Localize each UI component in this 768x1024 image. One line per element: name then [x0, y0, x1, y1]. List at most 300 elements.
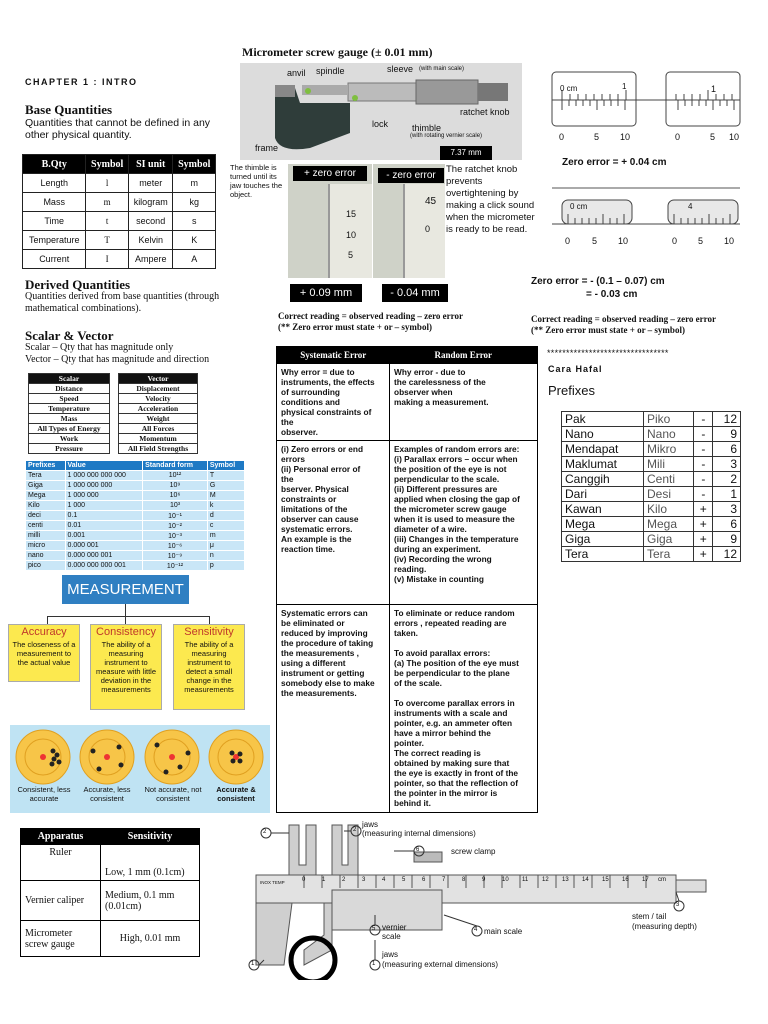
- table-header: Standard form: [143, 461, 208, 471]
- vector-def: Vector – Qty that has magnitude and direction: [25, 354, 210, 365]
- callout-number: 2: [353, 827, 357, 833]
- cell: 1: [713, 487, 741, 502]
- consistency-box: [90, 624, 162, 710]
- table-header: SI unit: [128, 155, 173, 174]
- table-row: [23, 250, 216, 269]
- scale-tick-label: 10: [620, 132, 631, 142]
- table-row: [23, 212, 216, 231]
- cell: -: [694, 427, 713, 442]
- table-row: [562, 427, 741, 442]
- table-row: [562, 457, 741, 472]
- derived-quantities-desc: Quantities derived from base quantities (through mathematical combinations).: [25, 291, 220, 314]
- vernier-note: (** Zero error must state + or – symbol): [531, 325, 685, 335]
- cara-hafal-table: [561, 411, 741, 562]
- cell: 10⁻¹²: [143, 561, 208, 571]
- cara-hafal-title: Cara Hafal: [548, 364, 603, 374]
- cell: Temperature: [23, 231, 86, 250]
- cell: pico: [26, 561, 66, 571]
- table-row: [26, 511, 245, 521]
- table-row: [26, 491, 245, 501]
- measurement-title: MEASUREMENT: [62, 575, 189, 604]
- micrometer-note: (** Zero error must state + or – symbol): [278, 322, 432, 332]
- cell: Kawan: [562, 502, 644, 517]
- cell: Mega: [644, 517, 694, 532]
- cell: Giga: [26, 481, 66, 491]
- cell: -: [694, 412, 713, 427]
- thimble-drum: [403, 184, 445, 278]
- cell: n: [207, 551, 244, 561]
- vector-item: Momentum: [119, 434, 198, 444]
- cell: Mega: [562, 517, 644, 532]
- label-vernier-scale: vernier scale: [382, 923, 407, 941]
- table-row: [562, 517, 741, 532]
- scale-number: 45: [425, 196, 437, 207]
- table-header: Prefixes: [26, 461, 66, 471]
- scale-label-1-right: 1: [711, 84, 717, 94]
- table-row: [21, 921, 200, 957]
- cell: 0.1: [65, 511, 143, 521]
- scale-digit: 14: [582, 877, 589, 883]
- cell: Tera: [644, 547, 694, 562]
- table-row: [562, 532, 741, 547]
- cell: nano: [26, 551, 66, 561]
- sensitivity-desc: The ability of a measuring instrument to detect a small change in the measurements: [184, 640, 234, 694]
- scale-number: 15: [346, 209, 357, 219]
- cell: meter: [128, 174, 173, 193]
- consistency-title: Consistency: [96, 626, 156, 638]
- scale-digit: 7: [442, 877, 446, 883]
- caliper-scale-unit: cm: [658, 877, 666, 883]
- scale-digit: 1: [322, 877, 326, 883]
- cell: High, 0.01 mm: [101, 921, 200, 957]
- label-jaws-external: jaws (measuring external dimensions): [382, 950, 499, 969]
- cell: Giga: [644, 532, 694, 547]
- cell: T: [86, 231, 129, 250]
- table-row: [277, 605, 538, 813]
- scale-digit: 11: [522, 877, 529, 883]
- cell: s: [173, 212, 216, 231]
- label-thimble: thimble: [412, 123, 442, 133]
- cell: Medium, 0.1 mm (0.01cm): [101, 881, 200, 921]
- table-header: Random Error: [390, 347, 538, 364]
- sensitivity-title: Sensitivity: [184, 626, 234, 638]
- error-table: [276, 346, 538, 813]
- cell: Time: [23, 212, 86, 231]
- cell: +: [694, 517, 713, 532]
- plus-zero-label: + zero error: [293, 166, 367, 181]
- base-quantities-desc: Quantities that cannot be defined in any other physical quantity.: [25, 117, 211, 141]
- callout-number: 6: [416, 847, 420, 853]
- scale-label-cm: 0 cm: [560, 84, 578, 93]
- cell: 0.000 000 001: [65, 551, 143, 561]
- cell: 12: [713, 412, 741, 427]
- scale-digit: 8: [462, 877, 466, 883]
- cell: 10⁶: [143, 491, 208, 501]
- connector-line: [47, 616, 48, 624]
- table-row: [26, 521, 245, 531]
- cell: kg: [173, 193, 216, 212]
- cell: Nano: [562, 427, 644, 442]
- zero-error-negative: Zero error = - (0.1 – 0.07) cm: [531, 276, 665, 287]
- cell: kilogram: [128, 193, 173, 212]
- cell: 9: [713, 427, 741, 442]
- cell: Mega: [26, 491, 66, 501]
- table-row: [26, 551, 245, 561]
- vector-table: [118, 373, 198, 454]
- scale-number: 5: [348, 250, 354, 260]
- table-row: [26, 531, 245, 541]
- scale-number: 10: [346, 230, 357, 240]
- cell: 1 000 000 000 000: [65, 471, 143, 481]
- cell: 0.000 001: [65, 541, 143, 551]
- target-label-3: Not accurate, not consistent: [144, 785, 202, 803]
- scale-tick-label: 0: [672, 236, 678, 246]
- cell: m: [173, 174, 216, 193]
- cell: 6: [713, 517, 741, 532]
- scale-tick-label: 5: [592, 236, 598, 246]
- label-main-scale: main scale: [484, 927, 523, 936]
- label-sleeve: sleeve: [387, 64, 414, 74]
- cell: Low, 1 mm (0.1cm): [101, 845, 200, 881]
- scale-tick-label: 0: [565, 236, 571, 246]
- base-quantities-table: [22, 154, 216, 269]
- cell: centi: [26, 521, 66, 531]
- target-3: [145, 730, 199, 784]
- scalar-vector-heading: Scalar & Vector: [25, 328, 114, 343]
- label-spindle: spindle: [316, 66, 345, 76]
- table-row: [562, 442, 741, 457]
- table-row: [26, 471, 245, 481]
- scalar-item: Temperature: [29, 404, 110, 414]
- label-anvil: anvil: [287, 68, 306, 78]
- table-row: [562, 502, 741, 517]
- table-row: [26, 561, 245, 571]
- cell: Kilo: [26, 501, 66, 511]
- accuracy-box: [8, 624, 80, 682]
- table-header: Sensitivity: [101, 829, 200, 845]
- table-row: [562, 487, 741, 502]
- callout-number: 4: [474, 927, 478, 933]
- vernier-caliper-diagram: [244, 820, 714, 980]
- scale-number: 0: [425, 224, 431, 234]
- target-label-1: Consistent, less accurate: [17, 785, 71, 803]
- targets-panel: [10, 725, 270, 813]
- table-header: Apparatus: [21, 829, 101, 845]
- label-jaws-internal: jaws (measuring internal dimensions): [362, 820, 476, 838]
- vector-item: Displacement: [119, 384, 198, 394]
- table-header: Symbol: [86, 155, 129, 174]
- thimble-turn-note: The thimble is turned until its jaw touches the object.: [230, 163, 283, 199]
- cell: -: [694, 457, 713, 472]
- table-row: [26, 481, 245, 491]
- cell: Why error - due to the carelessness of the observer when making a measurement.: [390, 364, 538, 441]
- cell: 10⁻²: [143, 521, 208, 531]
- cell: T: [207, 471, 244, 481]
- scale-digit: 9: [482, 877, 486, 883]
- cell: p: [207, 561, 244, 571]
- cell: 3: [713, 502, 741, 517]
- table-header: Symbol: [173, 155, 216, 174]
- minus-zero-label: - zero error: [378, 168, 444, 183]
- plus-zero-photo: [288, 164, 372, 278]
- scalar-item: Work: [29, 434, 110, 444]
- cell: Mikro: [644, 442, 694, 457]
- cell: K: [173, 231, 216, 250]
- cell: Mendapat: [562, 442, 644, 457]
- cell: milli: [26, 531, 66, 541]
- table-row: [562, 472, 741, 487]
- cell: c: [207, 521, 244, 531]
- cell: 10⁻¹: [143, 511, 208, 521]
- target-1: [16, 730, 70, 784]
- scale-tick-label: 5: [710, 132, 716, 142]
- cara-hafal-subtitle: Prefixes: [548, 383, 595, 398]
- table-header: Systematic Error: [277, 347, 390, 364]
- zero-error-positive: Zero error = + 0.04 cm: [562, 157, 667, 168]
- cell: Canggih: [562, 472, 644, 487]
- callout-number: 3: [676, 902, 680, 908]
- cell: Tera: [26, 471, 66, 481]
- cell: t: [86, 212, 129, 231]
- table-row: [277, 364, 538, 441]
- cell: 1 000 000: [65, 491, 143, 501]
- scale-tick-label: 5: [594, 132, 600, 142]
- table-header: B.Qty: [23, 155, 86, 174]
- cell: +: [694, 502, 713, 517]
- cell: Mili: [644, 457, 694, 472]
- cell: +: [694, 547, 713, 562]
- target-4: [209, 730, 263, 784]
- cell: k: [207, 501, 244, 511]
- scale-digit: 0: [302, 877, 306, 883]
- table-row: [21, 845, 200, 881]
- cell: To eliminate or reduce random errors , repeated reading are taken. To avoid parallax errors: (a) The position of the eye must be perpendicular to the plane of the scale. To overcome parallax errors in instruments with a scale and pointer, e.g. an ammeter often have a mirror behind the pointer. The correct reading is obtained by making sure that the eye is exactly in front of the pointer, so that the reflection of the pointer in the mirror is behind it.: [390, 605, 538, 813]
- cell: Desi: [644, 487, 694, 502]
- cell: 0.000 000 000 001: [65, 561, 143, 571]
- prefix-table: [25, 460, 245, 571]
- label-stem: stem / tail (measuring depth): [632, 912, 697, 931]
- cell: 0.001: [65, 531, 143, 541]
- scale-tick-label: 5: [698, 236, 704, 246]
- table-row: [23, 193, 216, 212]
- scale-digit: 3: [362, 877, 366, 883]
- scale-label-4: 4: [688, 202, 693, 211]
- scale-label-cm: 0 cm: [570, 202, 588, 211]
- scalar-item: Pressure: [29, 444, 110, 454]
- callout-number: 2: [263, 829, 267, 835]
- label-sleeve-note: (with main scale): [419, 66, 465, 72]
- cell: l: [86, 174, 129, 193]
- accuracy-title: Accuracy: [21, 626, 67, 638]
- reading-badge: 7.37 mm: [440, 146, 492, 160]
- cell: Micrometer screw gauge: [21, 921, 101, 957]
- cell: 3: [713, 457, 741, 472]
- table-row: [277, 441, 538, 605]
- cell: 0.01: [65, 521, 143, 531]
- cell: Ruler: [21, 845, 101, 881]
- label-ratchet: ratchet knob: [460, 107, 510, 117]
- zero-error-negative-result: = - 0.03 cm: [586, 289, 638, 300]
- vernier-correct-reading: Correct reading = observed reading – zero error: [531, 314, 717, 324]
- scale-tick-label: 10: [724, 236, 735, 246]
- table-row: [26, 501, 245, 511]
- scale-tick-label: 0: [559, 132, 565, 142]
- vector-header: Vector: [119, 374, 198, 384]
- cell: Kelvin: [128, 231, 173, 250]
- divider-stars: ********************************: [547, 348, 669, 358]
- target-2: [80, 730, 134, 784]
- cell: 10¹²: [143, 471, 208, 481]
- table-row: [562, 412, 741, 427]
- cell: 1 000: [65, 501, 143, 511]
- cell: -: [694, 487, 713, 502]
- cell: μ: [207, 541, 244, 551]
- cell: Piko: [644, 412, 694, 427]
- connector-line: [209, 616, 210, 624]
- ratchet-note: The ratchet knob prevents overtightening by making a click sound when the micrometer is ready to be read.: [446, 164, 535, 235]
- scale-digit: 17: [642, 877, 649, 883]
- connector-line: [47, 616, 209, 617]
- scale-digit: 10: [502, 877, 509, 883]
- cell: Ampere: [128, 250, 173, 269]
- cell: Examples of random errors are: (i) Parallax errors – occur when the position of the eye is not perpendicular to the scale. (ii) Different pressures are applied when closing the gap of the micrometer screw gauge when it is used to measure the diameter of a wire. (iii) Changes in the temperature during an experiment. (iv) Recording the wrong reading. (v) Mistake in counting: [390, 441, 538, 605]
- cell: 9: [713, 532, 741, 547]
- scalar-item: Distance: [29, 384, 110, 394]
- cell: Giga: [562, 532, 644, 547]
- cell: Tera: [562, 547, 644, 562]
- cell: Mass: [23, 193, 86, 212]
- connector-line: [125, 604, 126, 616]
- cell: Length: [23, 174, 86, 193]
- cell: 10⁻⁶: [143, 541, 208, 551]
- cell: 1 000 000 000: [65, 481, 143, 491]
- callout-number: 1: [251, 961, 255, 967]
- scale-digit: 6: [422, 877, 426, 883]
- scale-digit: 13: [562, 877, 569, 883]
- minus-zero-value: - 0.04 mm: [382, 284, 448, 302]
- scalar-table: [28, 373, 110, 454]
- cell: Current: [23, 250, 86, 269]
- vernier-scale-graphic-2: [548, 182, 743, 252]
- table-row: [562, 547, 741, 562]
- chapter-title: CHAPTER 1 : INTRO: [25, 77, 138, 87]
- cell: 6: [713, 442, 741, 457]
- consistency-desc: The ability of a measuring instrument to measure with little deviation in the measurements: [95, 640, 157, 694]
- cell: 2: [713, 472, 741, 487]
- cell: Maklumat: [562, 457, 644, 472]
- cell: second: [128, 212, 173, 231]
- scale-digit: 5: [402, 877, 406, 883]
- cell: micro: [26, 541, 66, 551]
- scale-label-1: 1: [622, 82, 627, 91]
- minus-zero-photo: [373, 164, 445, 278]
- scale-tick-label: 0: [675, 132, 681, 142]
- cell: -: [694, 442, 713, 457]
- table-row: [23, 231, 216, 250]
- scale-digit: 15: [602, 877, 609, 883]
- apparatus-table: [20, 828, 200, 957]
- cell: A: [173, 250, 216, 269]
- cell: 10⁻⁹: [143, 551, 208, 561]
- vernier-zero-diagram-2: [548, 182, 743, 252]
- cell: 10³: [143, 501, 208, 511]
- cell: Pak: [562, 412, 644, 427]
- sensitivity-box: [173, 624, 245, 710]
- table-row: [26, 541, 245, 551]
- cell: G: [207, 481, 244, 491]
- scalar-item: All Types of Energy: [29, 424, 110, 434]
- cell: Kilo: [644, 502, 694, 517]
- label-thimble-note: (with rotating vernier scale): [410, 133, 483, 139]
- cell: m: [86, 193, 129, 212]
- table-header: Value: [65, 461, 143, 471]
- label-screw-clamp: screw clamp: [451, 847, 496, 856]
- cell: Centi: [644, 472, 694, 487]
- table-row: [23, 174, 216, 193]
- target-label-4: Accurate & consistent: [216, 785, 256, 803]
- cell: 10⁻³: [143, 531, 208, 541]
- plus-zero-value: + 0.09 mm: [290, 284, 362, 302]
- scale-tick-label: 10: [729, 132, 740, 142]
- cell: Nano: [644, 427, 694, 442]
- accuracy-desc: The closeness of a measurement to the actual value: [12, 640, 76, 667]
- cell: Systematic errors can be eliminated or reduced by improving the procedure of taking the measurements , using a different instrument or getting somebody else to make the measurements.: [277, 605, 390, 813]
- vector-item: Velocity: [119, 394, 198, 404]
- base-quantities-heading: Base Quantities: [25, 102, 113, 117]
- scalar-item: Mass: [29, 414, 110, 424]
- cell: M: [207, 491, 244, 501]
- vernier-zero-diagram-1: [548, 70, 743, 146]
- cell: deci: [26, 511, 66, 521]
- cell: +: [694, 532, 713, 547]
- cell: -: [694, 472, 713, 487]
- callout-number: 1: [372, 961, 376, 967]
- vector-item: Acceleration: [119, 404, 198, 414]
- callout-number: 5: [372, 926, 376, 932]
- scale-digit: 16: [622, 877, 629, 883]
- scalar-item: Speed: [29, 394, 110, 404]
- derived-quantities-heading: Derived Quantities: [25, 277, 131, 292]
- cell: Dari: [562, 487, 644, 502]
- vector-item: Weight: [119, 414, 198, 424]
- cell: d: [207, 511, 244, 521]
- vector-item: All Field Strengths: [119, 444, 198, 454]
- scale-digit: 4: [382, 877, 386, 883]
- caliper-scale-digits: [302, 877, 682, 887]
- label-frame: frame: [255, 143, 279, 153]
- table-row: [21, 881, 200, 921]
- table-header: Symbol: [207, 461, 244, 471]
- vector-item: All Forces: [119, 424, 198, 434]
- label-lock: lock: [372, 119, 389, 129]
- scalar-def: Scalar – Qty that has magnitude only: [25, 342, 174, 353]
- target-label-2: Accurate, less consistent: [83, 785, 131, 803]
- scale-digit: 2: [342, 877, 346, 883]
- cell: m: [207, 531, 244, 541]
- micrometer-title: Micrometer screw gauge (± 0.01 mm): [242, 45, 433, 59]
- cell: Why error = due to instruments, the effects of surrounding conditions and physical constraints of the observer.: [277, 364, 390, 441]
- connector-line: [125, 616, 126, 624]
- scale-tick-label: 10: [618, 236, 629, 246]
- cell: I: [86, 250, 129, 269]
- cell: 10⁹: [143, 481, 208, 491]
- cell: 12: [713, 547, 741, 562]
- cell: Vernier caliper: [21, 881, 101, 921]
- scalar-header: Scalar: [29, 374, 110, 384]
- scale-digit: 12: [542, 877, 549, 883]
- micrometer-correct-reading: Correct reading = observed reading – zero error: [278, 311, 464, 321]
- cell: (i) Zero errors or end errors (ii) Personal error of the bserver. Physical constraints or limitations of the observer can cause systematic errors. An example is the reaction time.: [277, 441, 390, 605]
